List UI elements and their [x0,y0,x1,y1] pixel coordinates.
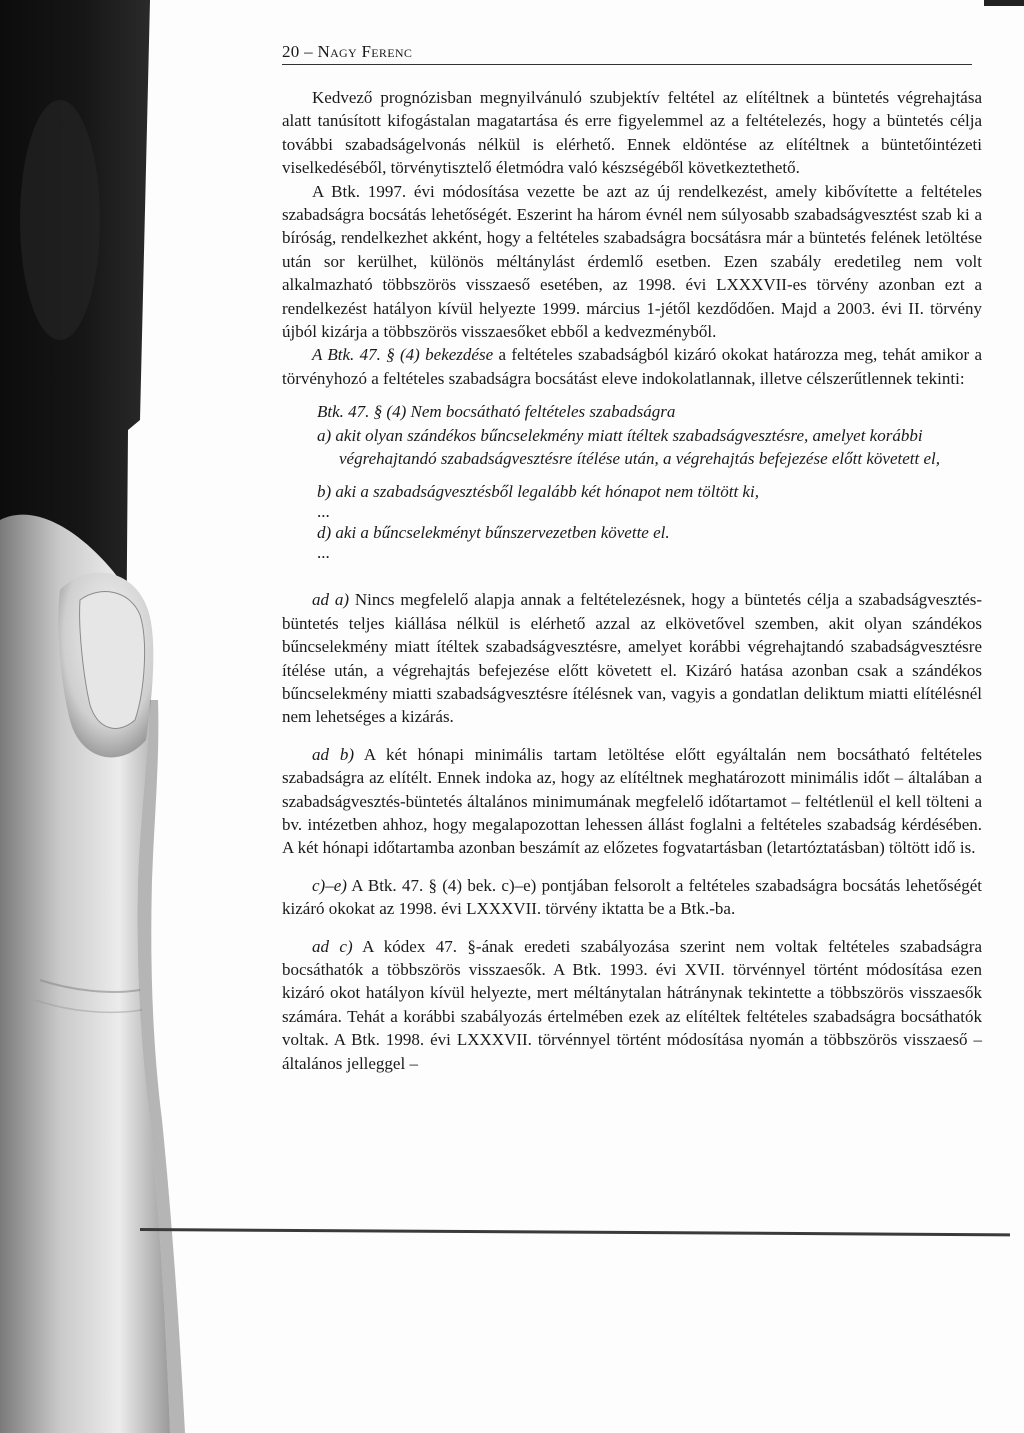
scan-top-mark [984,0,1024,6]
paragraph-btk-1997-amendment: A Btk. 1997. évi módosítása vezette be azt az új rendelkezést, amely kibővítette a feltételes szabadságra bocsátás lehetőségét. Eszerint ha három évnél nem súlyosabb szabadságvesztést szab ki a bíróság, rendelkezhet akként, hogy a feltételes szabadságra bocsátásra már a büntetés felének letöltése után sor kerülhet, különös méltánylást érdemlő esetben. Ezen szabály eredetileg nem volt alkalmazható többszörös visszaeső esetében, az 1998. évi LXXXVII-es törvény azonban ezt a rendelkezést hatályon kívül helyezte 1999. március 1-jétől kezdődően. Majd a 2003. évi II. törvény újból kizárja a többszörös visszaesőket ebből a kedvezményből. [282,181,982,342]
quote-ellipsis-1: ... [317,501,330,521]
quote-title: Btk. 47. § (4) Nem bocsátható feltételes szabadságra [317,402,676,422]
commentary-ad-c-label: ad c) [312,936,353,956]
statute-reference: A Btk. 47. § (4) bekezdése [312,345,494,365]
commentary-ad-a-text: Nincs megfelelő alapja annak a feltételezésnek, hogy a büntetés célja a szabadságvesztés-büntetés teljes kiállása nélkül is elérhető azzal az elkövetővel szemben, akit olyan szándékos bűncselekmény miatt ítéltek szabadságvesztésre, amelyet korábbi végrehajtandó szabadságvesztésre ítélése után, a végrehajtás befejezése előtt követett el. Kizáró hatása azonban csak a szándékos bűncselekmény miatti szabadságvesztésre ítélésnek van, vagyis a gondatlan deliktum miatti elítélésnél nem lehetséges a kizárás. [282,590,982,727]
commentary-ad-a-label: ad a) [312,590,349,610]
commentary-ad-b [282,743,982,860]
quote-ellipsis-2: ... [317,543,330,563]
commentary-ad-b-text: A két hónapi minimális tartam letöltése előtt egyáltalán nem bocsátható feltételes szabadságra az elítélt. Ennek indoka az, hogy az elítéltnek meghatározott minimális időt – általában a szabadságvesztés-büntetés általános minimumának megfelelő időtartamot – feltétlenül el kell tölteni a bv. intézetben ahhoz, hogy megalapozottan lehessen állást foglalni a feltételes szabadság kérdésében. A két hónapi időtartamba azonban beszámít az előzetes fogvatartásban (letartóztatásban) töltött idő is. [282,744,982,858]
paragraph-exclusion-intro [282,343,982,390]
page-content [282,42,982,1075]
exclusion-intro-text: a feltételes szabadságból kizáró okokat határozza meg, tehát amikor a törvényhozó a feltételes szabadságra bocsátást eleve indokolatlannak, illetve célszerűtlennek tekinti: [282,345,982,388]
statute-quote [317,400,982,562]
commentary-ad-c [282,935,982,1075]
commentary-ad-a [282,588,982,728]
running-header [282,42,982,68]
commentary-c-e [282,874,982,921]
header-rule [282,64,972,65]
commentary-ad-c-text: A kódex 47. §-ának eredeti szabályozása szerint nem voltak feltételes szabadságra bocsáthatók a többszörös visszaesők. A Btk. 1993. évi XVII. törvénnyel történt módosítása ezen kizáró okot hatályon kívül helyezte, mert méltánytalan hátránynak tekintette a többszörös visszaesők számára. Tehát a korábbi szabályozás értelmében ezek az elítéltek feltételes szabadságra bocsáthatók voltak. A Btk. 1998. évi LXXXVII. törvénnyel történt módosítása nyomán a többszörös visszaeső – általános jelleggel – [282,936,982,1073]
page-number: 20 [282,42,300,61]
quote-item-a: a) akit olyan szándékos bűncselekmény miatt ítéltek szabadságvesztésre, amelyet korábbi végrehajtandó szabadságvesztésre ítélése után, a végrehajtás befejezése előtt követett el, [317,425,940,469]
paragraph-subjective-condition: Kedvező prognózisban megnyilvánuló szubjektív feltétel az elítéltnek a büntetés végrehajtása alatt tanúsított kifogástalan magatartása és erre figyelemmel az a feltételezés, hogy a büntetés célja további szabadságelvonás nélkül is elérhető. Ennek eldöntése az elítéltnek a büntetőintézeti viselkedéséből, törvénytisztelő életmódra való készségéből következtethető. [282,88,982,178]
quote-item-d: d) aki a bűncselekményt bűnszervezetben követte el. [317,522,670,542]
header-separator: – [299,42,318,61]
quote-item-b: b) aki a szabadságvesztésből legalább két hónapot nem töltött ki, [317,481,759,501]
commentary-ad-b-label: ad b) [312,744,354,764]
scan-edge-with-finger [0,0,300,1433]
author-name: Nagy Ferenc [317,42,413,61]
commentary-c-e-label: c)–e) [312,875,347,895]
commentary-c-e-text: A Btk. 47. § (4) bek. c)–e) pontjában felsorolt a feltételes szabadságra bocsátás lehetőségét kizáró okokat az 1998. évi LXXXVII. törvény iktatta be a Btk.-ba. [282,875,982,919]
